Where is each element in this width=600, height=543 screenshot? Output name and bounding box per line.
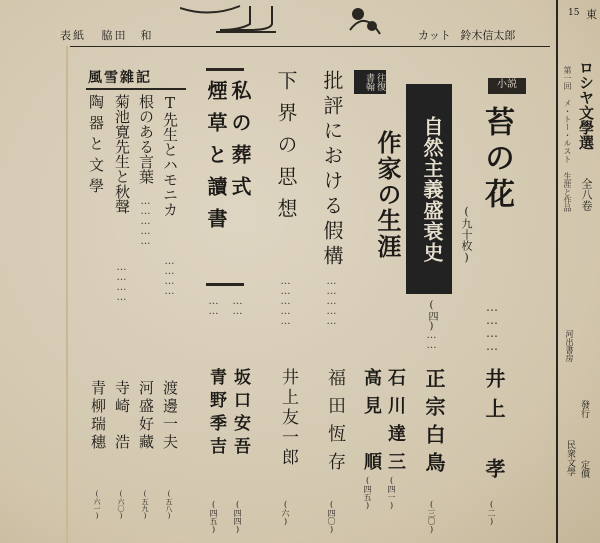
item-page-9: (五八) — [165, 490, 173, 520]
item-title-12: 陶器と文學 — [87, 94, 105, 199]
leader-1: ………… — [485, 300, 499, 352]
header-rule — [70, 46, 550, 47]
item-page-8: (四五) — [209, 500, 218, 534]
ad-top: 東 — [586, 8, 597, 21]
ad-first: 第一回 メ・トー・ルスト 生涯と作品 — [563, 66, 572, 212]
item-page-4: (四五) — [363, 476, 372, 510]
item-author-12: 青柳瑞穗 — [89, 380, 107, 452]
cut-artist: 鈴木信太郎 — [460, 29, 516, 42]
item-page-6: (六) — [281, 500, 290, 526]
item-author-7: 坂口安吾 — [230, 368, 250, 460]
essay-rule-top — [206, 68, 244, 71]
item-author-1: 井上 孝 — [482, 368, 506, 488]
item-author-3: 石川達三 — [385, 368, 406, 480]
novel-label: 小説 — [488, 78, 526, 94]
leader-10: …………… — [140, 196, 151, 246]
ad-publisher: 河出書房 — [565, 330, 574, 362]
cover-credit — [60, 27, 154, 43]
ad-border — [556, 0, 558, 543]
item-title-1: 苔の花 — [479, 106, 514, 214]
item-author-10: 河盛好藏 — [137, 380, 155, 452]
item-title-10: 根のある言葉 — [137, 94, 155, 184]
item-author-2: 正宗白鳥 — [422, 368, 446, 480]
cut-credit — [418, 27, 515, 43]
item-title-11: 菊池寛先生と秋聲 — [113, 94, 131, 214]
item-title-6: 下界の思想 — [274, 70, 298, 230]
leader-6: …………… — [280, 276, 291, 326]
ornament-illustration — [180, 0, 400, 40]
ad-line-2: 發行 — [579, 400, 589, 418]
item-page-3: (四一) — [387, 476, 396, 510]
item-page-10: (五九) — [141, 490, 149, 520]
leader-5: …………… — [326, 276, 337, 326]
item-page-7: (四四) — [233, 500, 242, 534]
item-title-5: 批評における假構 — [320, 70, 344, 270]
item-author-4: 高見 順 — [361, 368, 382, 480]
leader-9: ………… — [164, 256, 175, 296]
item-author-11: 寺崎 浩 — [113, 380, 131, 452]
serial-number: (四) — [426, 300, 437, 332]
ad-series-title: ロシヤ文學選 — [577, 60, 595, 150]
serial-title: 自然主義盛衰史 — [406, 84, 452, 294]
ad-line-3: 民衆文學 — [565, 440, 575, 476]
leader-8: …… — [208, 296, 219, 316]
item-page-12: (六一) — [93, 490, 101, 520]
item-page-1: (二) — [487, 500, 496, 526]
column-rule — [86, 88, 186, 90]
leader-7: …… — [232, 296, 243, 316]
item-author-5: 福田恆存 — [325, 368, 346, 480]
item-title-7: 私の葬式 — [228, 80, 252, 208]
column-label: 風雪雜記 — [88, 70, 152, 86]
item-author-9: 渡邊一夫 — [161, 380, 179, 452]
cover-label: 表紙 — [60, 29, 86, 42]
left-border — [66, 46, 68, 543]
book-title: 作家の生涯 — [373, 130, 402, 260]
item-page-11: (六〇) — [117, 490, 125, 520]
essay-rule-bottom — [206, 283, 244, 286]
item-title-9: T先生とハモニカ — [161, 94, 179, 217]
item-page-2: (三〇) — [427, 500, 436, 534]
ad-volumes: 全八卷 — [580, 178, 593, 211]
ad-page-number: 15 — [568, 8, 580, 18]
item-page-5: (四〇) — [327, 500, 336, 534]
ad-line-1: 定價 — [579, 460, 589, 478]
leader-11: ………… — [116, 262, 127, 302]
correspondence-label: 往復書翰 — [354, 70, 386, 94]
item-title-8: 煙草と讀書 — [204, 80, 228, 240]
item-author-8: 青野季吉 — [206, 368, 226, 460]
cut-label: カット — [418, 29, 451, 42]
item-author-6: 井上友一郎 — [278, 368, 298, 468]
leader-2: …… — [426, 330, 437, 350]
cover-artist: 脇田 和 — [101, 29, 154, 42]
item-sub-1: (九十枚) — [460, 205, 473, 264]
